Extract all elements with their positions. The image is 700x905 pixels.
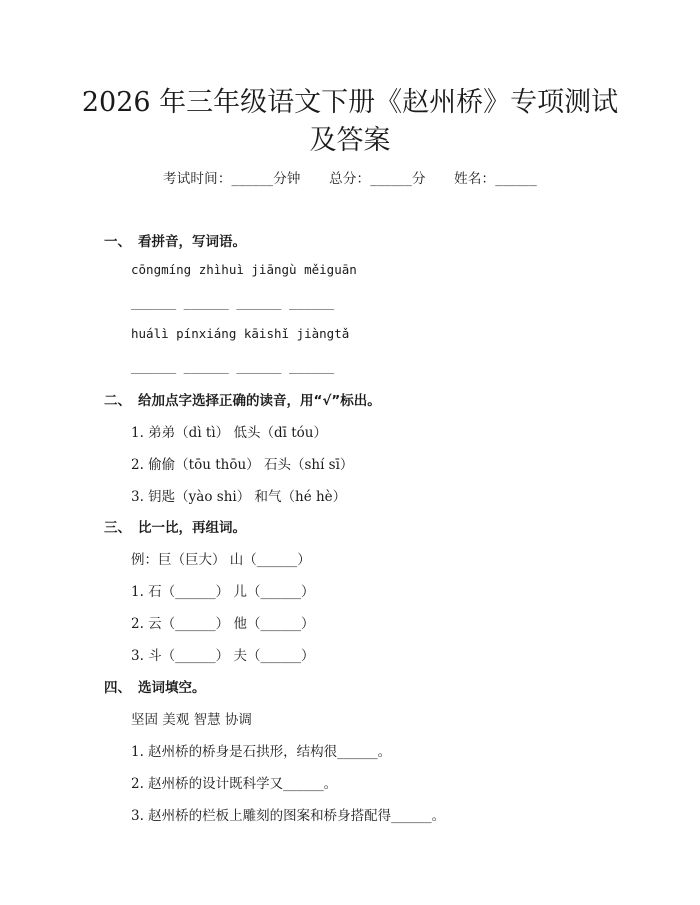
exam-time: 考试时间：______分钟 (163, 171, 301, 187)
question-item: 3. 赵州桥的栏板上雕刻的图案和桥身搭配得______。 (131, 808, 446, 824)
document-title (60, 84, 640, 160)
section-3-number: 三、 (104, 520, 131, 536)
section-2-heading (104, 389, 381, 409)
question-item: 2. 云（______） 他（______） (131, 616, 315, 632)
question-item: 3. 钥匙（yào shi） 和气（hé hè） (131, 489, 347, 505)
question-item: 1. 赵州桥的桥身是石拱形，结构很______。 (131, 744, 392, 760)
section-2-number: 二、 (104, 393, 131, 409)
total-score: 总分：______分 (329, 171, 426, 187)
pinyin-row-2: huálì pínxiáng kāishǐ jiàngtǎ (131, 326, 350, 341)
section-2-title: 给加点字选择正确的读音，用“√”标出。 (138, 393, 381, 409)
answer-blanks-row-1: ______ ______ ______ ______ (131, 295, 335, 310)
example-item: 例：巨（巨大） 山（______） (131, 552, 311, 568)
question-item: 1. 石（______） 儿（______） (131, 584, 315, 600)
section-1-title: 看拼音，写词语。 (138, 234, 246, 250)
section-4-heading (104, 676, 206, 696)
exam-info-line (0, 167, 700, 187)
title-line-1: 2026 年三年级语文下册《赵州桥》专项测试 (81, 87, 619, 118)
section-4-title: 选词填空。 (138, 680, 206, 696)
section-1-number: 一、 (104, 234, 131, 250)
word-bank: 坚固 美观 智慧 协调 (131, 712, 252, 728)
pinyin-row-1: cōngmíng zhìhuì jiāngù měiguān (131, 262, 357, 277)
section-1-heading (104, 230, 246, 250)
section-3-heading (104, 516, 246, 536)
student-name: 姓名：______ (454, 171, 537, 187)
question-item: 2. 偷偷（tōu thōu） 石头（shí sī） (131, 457, 354, 473)
section-4-number: 四、 (104, 680, 131, 696)
section-3-title: 比一比，再组词。 (138, 520, 246, 536)
answer-blanks-row-2: ______ ______ ______ ______ (131, 359, 335, 374)
question-item: 3. 斗（______） 夫（______） (131, 648, 315, 664)
title-line-2: 及答案 (309, 125, 391, 156)
question-item: 1. 弟弟（dì tì） 低头（dī tóu） (131, 425, 327, 441)
question-item: 2. 赵州桥的设计既科学又______。 (131, 776, 338, 792)
